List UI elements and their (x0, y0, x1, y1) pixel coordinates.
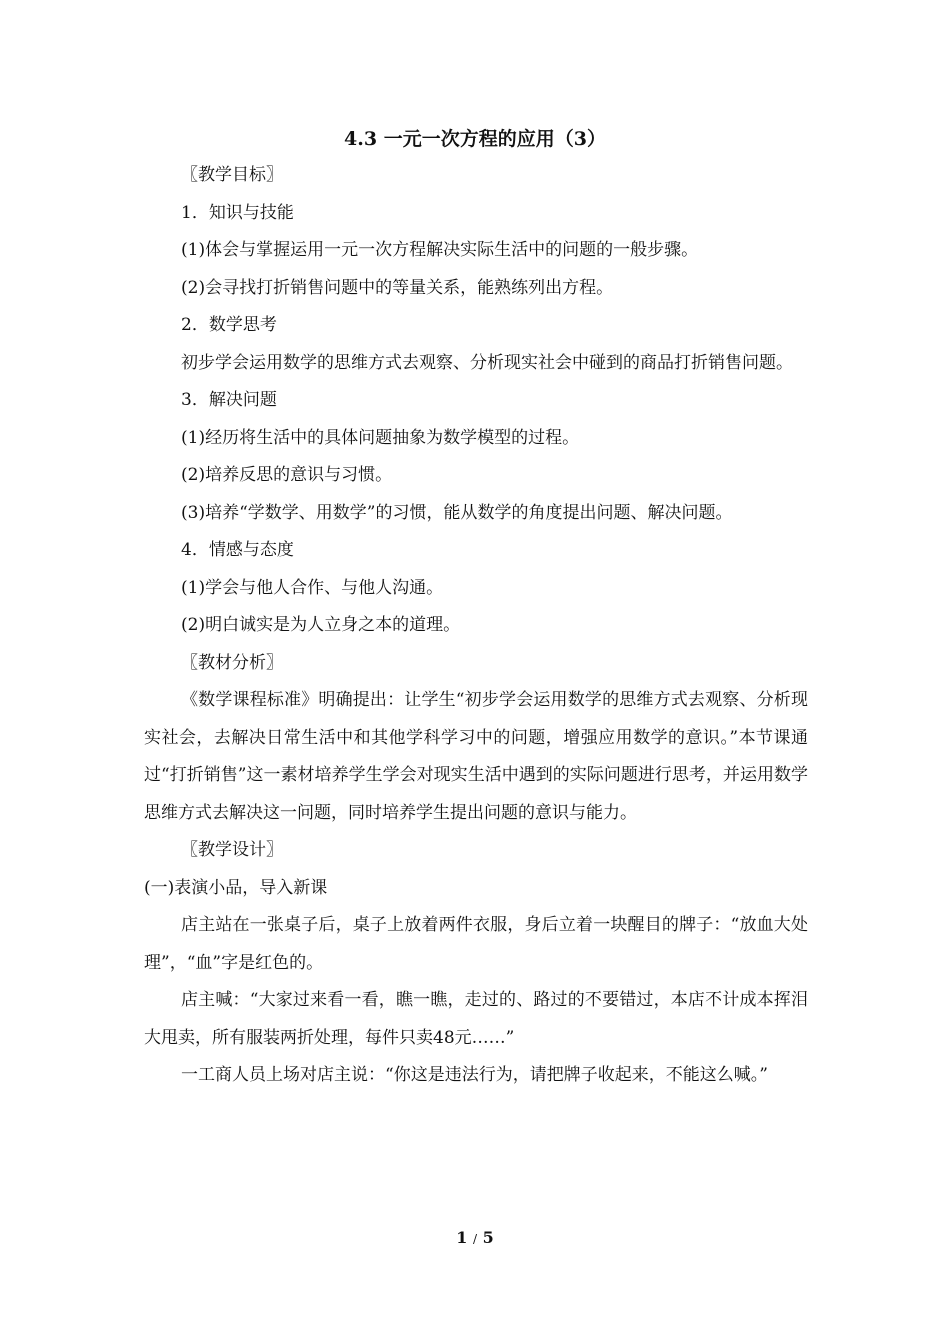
body-paragraph: 《数学课程标准》明确提出：让学生“初步学会运用数学的思维方式去观察、分析现实社会，去解决日常生活中和其他学科学习中的问题，增强应用数学的意识。”本节课通过“打折销售”这一素材培养学生学会对现实生活中遇到的实际问题进行思考，并运用数学思维方式去解决这一问题，同时培养学生提出问题的意识与能力。 (144, 690, 808, 823)
body-paragraph: 初步学会运用数学的思维方式去观察、分析现实社会中碰到的商品打折销售问题。 (181, 352, 793, 373)
list-item: (2)明白诚实是为人立身之本的道理。 (181, 615, 461, 635)
subheading-knowledge-skills: 1．知识与技能 (181, 202, 294, 223)
subheading-math-thinking: 2．数学思考 (181, 315, 277, 335)
subheading-skit-intro: (一)表演小品，导入新课 (144, 877, 328, 898)
body-paragraph: 一工商人员上场对店主说：“你这是违法行为，请把牌子收起来，不能这么喊。” (181, 1065, 768, 1085)
section-heading-material-analysis: 〖教材分析〗 (181, 652, 283, 673)
list-item: (1)体会与掌握运用一元一次方程解决实际生活中的问题的一般步骤。 (181, 240, 699, 260)
page-separator: / (472, 1232, 478, 1246)
document-title: 4.3 一元一次方程的应用（3） (344, 128, 606, 150)
body-paragraph: 店主站在一张桌子后，桌子上放着两件衣服，身后立着一块醒目的牌子：“放血大处理”，“血”字是红色的。 (144, 915, 808, 973)
document-body (144, 157, 808, 1095)
section-heading-teaching-design: 〖教学设计〗 (181, 840, 283, 860)
page-total: 5 (482, 1228, 494, 1247)
list-item: (2)会寻找打折销售问题中的等量关系，能熟练列出方程。 (181, 277, 614, 298)
section-heading-objectives: 〖教学目标〗 (181, 165, 283, 185)
list-item: (1)经历将生活中的具体问题抽象为数学模型的过程。 (181, 427, 580, 448)
subheading-problem-solving: 3．解决问题 (181, 390, 277, 410)
list-item: (1)学会与他人合作、与他人沟通。 (181, 577, 444, 598)
body-paragraph: 店主喊：“大家过来看一看，瞧一瞧，走过的、路过的不要错过，本店不计成本挥泪大甩卖，所有服装两折处理，每件只卖48元……” (144, 990, 808, 1048)
page-current: 1 (456, 1228, 468, 1247)
page-number (0, 1228, 950, 1247)
list-item: (3)培养“学数学、用数学”的习惯，能从数学的角度提出问题、解决问题。 (181, 502, 733, 523)
list-item: (2)培养反思的意识与习惯。 (181, 465, 393, 485)
subheading-emotion-attitude: 4．情感与态度 (181, 540, 294, 560)
